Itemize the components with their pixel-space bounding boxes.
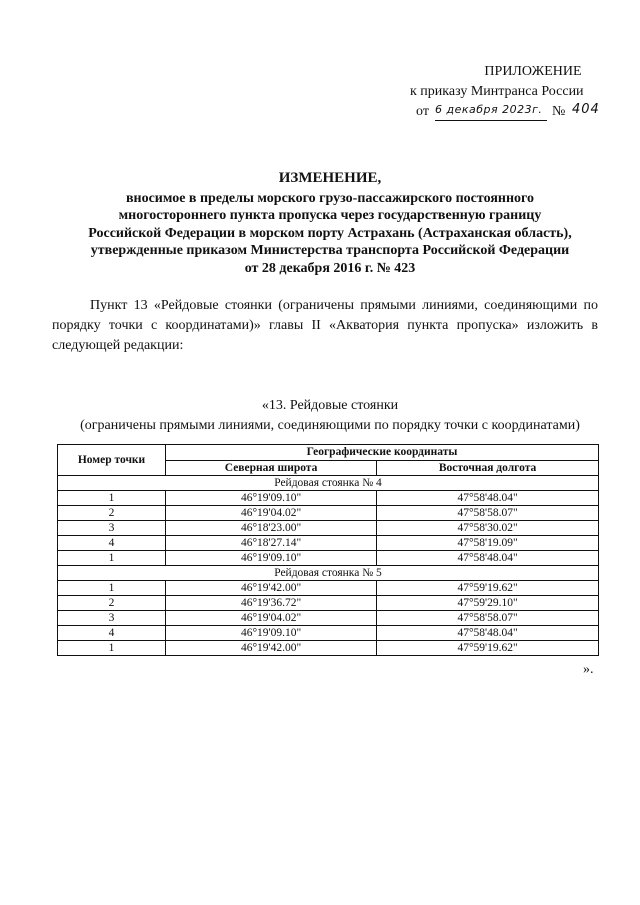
group-name: Рейдовая стоянка № 5: [58, 566, 599, 581]
cell-longitude: 47°58'19.09": [377, 536, 599, 551]
table-row: [58, 491, 599, 506]
section-title: «13. Рейдовые стоянки: [261, 398, 399, 413]
header-longitude: Восточная долгота: [377, 460, 599, 476]
heading-line: многостороннего пункта пропуска через государственную границу: [118, 208, 542, 223]
cell-longitude: 47°58'48.04": [377, 491, 599, 506]
closing-quote: ».: [583, 662, 594, 677]
header-latitude: Северная широта: [166, 460, 377, 476]
appendix-subtitle: к приказу Минтранса России: [410, 84, 584, 99]
cell-longitude: 47°58'30.02": [377, 521, 599, 536]
order-number-prefix: №: [552, 104, 566, 119]
cell-point: 1: [58, 551, 166, 566]
cell-point: 1: [58, 581, 166, 596]
cell-latitude: 46°18'23.00": [166, 521, 377, 536]
cell-point: 3: [58, 611, 166, 626]
cell-longitude: 47°59'29.10": [377, 596, 599, 611]
group-row: [58, 566, 599, 581]
heading-line: вносимое в пределы морского грузо-пассажирского постоянного: [125, 190, 535, 206]
order-date-prefix: от: [416, 104, 429, 119]
heading-line: Российской Федерации в морском порту Астрахань (Астраханская область),: [88, 225, 572, 241]
cell-latitude: 46°19'42.00": [166, 641, 377, 656]
appendix-block: [410, 62, 610, 122]
cell-point: 1: [58, 491, 166, 506]
table-row: [58, 611, 599, 626]
table-row: [58, 596, 599, 611]
table-row: [58, 641, 599, 656]
cell-point: 1: [58, 641, 166, 656]
cell-longitude: 47°58'58.07": [377, 611, 599, 626]
cell-point: 3: [58, 521, 166, 536]
cell-longitude: 47°59'19.62": [377, 641, 599, 656]
cell-latitude: 46°19'09.10": [166, 551, 377, 566]
heading-title: ИЗМЕНЕНИЕ,: [278, 170, 382, 186]
cell-longitude: 47°59'19.62": [377, 581, 599, 596]
cell-latitude: 46°18'27.14": [166, 536, 377, 551]
cell-latitude: 46°19'04.02": [166, 611, 377, 626]
group-row: [58, 476, 599, 491]
table-row: [58, 581, 599, 596]
order-reference: [410, 102, 610, 122]
header-point-number: Номер точки: [58, 445, 166, 476]
section-heading: [40, 396, 620, 436]
order-date-handwritten: 6 декабря 2023г.: [435, 100, 547, 121]
section-subtitle: (ограничены прямыми линиями, соединяющими по порядку точки с координатами): [80, 418, 580, 433]
cell-point: 4: [58, 626, 166, 641]
group-name: Рейдовая стоянка № 4: [58, 476, 599, 491]
appendix-title: ПРИЛОЖЕНИЕ: [484, 64, 582, 79]
document-heading: [40, 170, 620, 277]
heading-line: утвержденные приказом Министерства транспорта Российской Федерации: [90, 243, 570, 258]
cell-latitude: 46°19'09.10": [166, 491, 377, 506]
cell-latitude: 46°19'09.10": [166, 626, 377, 641]
order-number-handwritten: 404: [572, 102, 600, 117]
table-row: [58, 551, 599, 566]
body-paragraph: Пункт 13 «Рейдовые стоянки (ограничены прямыми линиями, соединяющими по порядку точки с координатами)» главы II «Акватория пункта пропуска» изложить в следующей редакции:: [52, 298, 598, 353]
cell-longitude: 47°58'48.04": [377, 551, 599, 566]
cell-longitude: 47°58'48.04": [377, 626, 599, 641]
header-geo-coordinates: Географические координаты: [166, 445, 599, 461]
table-row: [58, 521, 599, 536]
cell-point: 2: [58, 506, 166, 521]
cell-longitude: 47°58'58.07": [377, 506, 599, 521]
cell-point: 4: [58, 536, 166, 551]
table-row: [58, 506, 599, 521]
table-row: [58, 626, 599, 641]
cell-point: 2: [58, 596, 166, 611]
cell-latitude: 46°19'36.72": [166, 596, 377, 611]
table-row: [58, 536, 599, 551]
cell-latitude: 46°19'42.00": [166, 581, 377, 596]
coordinates-table: [57, 444, 599, 656]
heading-line: от 28 декабря 2016 г. № 423: [244, 260, 416, 276]
cell-latitude: 46°19'04.02": [166, 506, 377, 521]
